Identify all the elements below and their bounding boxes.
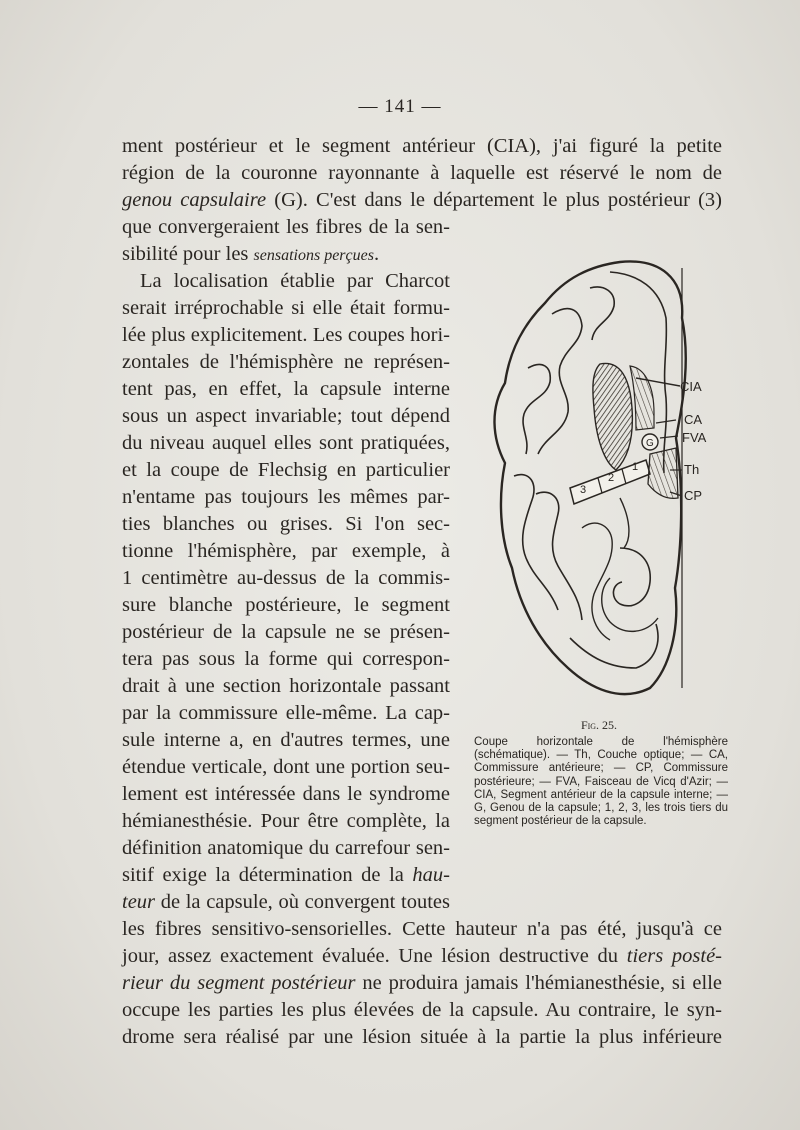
label-g: G (646, 438, 654, 449)
text-line: 1 centimètre au-dessus de la commis- (122, 567, 450, 589)
text-line: ties blanches ou grises. Si l'on sec- (122, 513, 450, 535)
text-line: serait irréprochable si elle était formu- (122, 297, 450, 319)
text-line: les fibres sensitivo-sensorielles. Cette hauteur n'a pas été, jusqu'à ce (122, 918, 722, 940)
label-fva: FVA (682, 430, 707, 445)
text-line: étendue verticale, dont une portion seu- (122, 756, 450, 778)
text-line: sous un aspect invariable; tout dépend (122, 405, 450, 427)
text-line: postérieur de la capsule ne se présen- (122, 621, 450, 643)
text-line (122, 244, 450, 265)
text-line: sule interne a, en d'autres termes, une (122, 729, 450, 751)
brain-section-illustration (470, 248, 720, 708)
text-line (122, 892, 450, 913)
line-start: sibilité pour les (122, 243, 254, 265)
brain-section-figure (470, 248, 720, 708)
text-line: définition anatomique du carrefour sen- (122, 837, 450, 859)
text-line: et la coupe de Flechsig en particulier (122, 459, 450, 481)
text-line: La localisation établie par Charcot (140, 270, 450, 292)
thalamus (648, 448, 678, 498)
text-line: sure blanche postérieure, le segment (122, 594, 450, 616)
text-line: lement est intéressée dans le syndrome (122, 783, 450, 805)
italic-term: sensations perçues (253, 247, 374, 264)
label-th: Th (684, 462, 700, 477)
label-ca: CA (684, 412, 703, 427)
text-line (122, 865, 450, 886)
italic-term: hau- (412, 864, 450, 886)
figure-caption: Coupe horizontale de l'hémisphère (schématique). — Th, Couche optique; — CA, Commissure antérieure; — CP, Commissure postérieure; — FVA, Faisceau de Vicq d'Azir; — CIA, Segment antérieur de la capsule interne; — G, Genou de la capsule; 1, 2, 3, les trois tiers du segment postérieur de la capsule. (474, 736, 728, 828)
text-line (122, 946, 722, 967)
text-line: tera pas sous la forme qui correspon- (122, 648, 450, 670)
line-rest: (G). C'est dans le département le plus postérieur (3) (266, 189, 722, 211)
text-line: lée plus explicitement. Les coupes hori- (122, 324, 450, 346)
text-line: hémianesthésie. Pour être complète, la (122, 810, 450, 832)
text-line: drait à une section horizontale passant (122, 675, 450, 697)
text-line (122, 973, 722, 994)
label-2: 2 (608, 472, 615, 484)
text-line: par la commissure elle-même. La cap- (122, 702, 450, 724)
text-line (122, 190, 722, 211)
figure-title: Fig. 25. (580, 718, 618, 732)
text-line: tionne l'hémisphère, par exemple, à (122, 540, 450, 562)
line-rest: de la capsule, où convergent toutes (155, 891, 450, 913)
label-cp: CP (684, 488, 703, 503)
text-line: drome sera réalisé par une lésion située à la partie la plus inférieure (122, 1026, 722, 1048)
text-line: du niveau auquel elles sont pratiquées, (122, 432, 450, 454)
italic-term: genou capsulaire (122, 189, 267, 211)
line-start: sitif exige la détermination de la (122, 864, 413, 886)
striate-body (593, 363, 632, 470)
text-line: occupe les parties les plus élevées de la capsule. Au contraire, le syn- (122, 999, 722, 1021)
line-start: jour, assez exactement évaluée. Une lésion destructive du (122, 945, 627, 967)
text-line: n'entame pas toujours les mêmes par- (122, 486, 450, 508)
italic-term: teur (122, 891, 156, 913)
label-cia: CIA (680, 379, 702, 394)
label-3: 3 (580, 484, 587, 496)
text-line: ment postérieur et le segment antérieur (CIA), j'ai figuré la petite (122, 135, 722, 157)
italic-term: tiers posté- (626, 945, 723, 967)
text-line: que convergeraient les fibres de la sen- (122, 216, 450, 238)
italic-term: rieur du segment postérieur (122, 972, 356, 994)
page-number: — 141 — (358, 96, 442, 117)
text-line: région de la couronne rayonnante à laquelle est réservé le nom de (122, 162, 722, 184)
text-line: tent pas, en effet, la capsule interne (122, 378, 450, 400)
line-end: . (373, 243, 380, 265)
text-line: zontales de l'hémisphère ne représen- (122, 351, 450, 373)
label-1: 1 (632, 461, 639, 473)
line-rest: ne produira jamais l'hémianesthésie, si elle (355, 972, 722, 994)
